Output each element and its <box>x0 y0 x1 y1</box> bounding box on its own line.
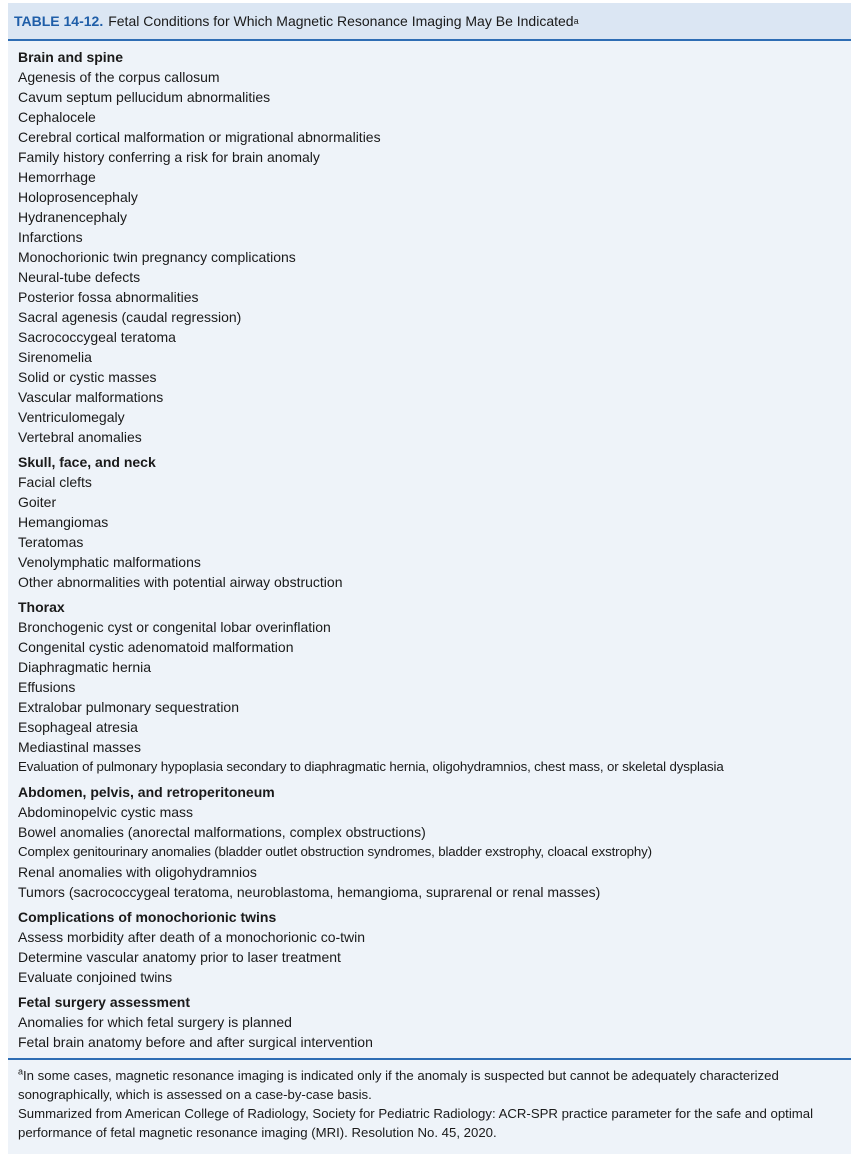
table-body <box>8 41 851 1058</box>
footnote-a <box>18 1066 841 1104</box>
list-item: Evaluation of pulmonary hypoplasia secondary to diaphragmatic hernia, oligohydramnios, chest mass, or skeletal dysplasia <box>18 759 724 774</box>
list-item: Cephalocele <box>18 109 96 125</box>
list-item: Sacrococcygeal teratoma <box>18 329 176 345</box>
list-item: Agenesis of the corpus callosum <box>18 69 220 85</box>
list-item: Congenital cystic adenomatoid malformation <box>18 639 294 655</box>
list-item: Anomalies for which fetal surgery is planned <box>18 1014 292 1030</box>
section-title: Complications of monochorionic twins <box>18 909 277 925</box>
list-item: Mediastinal masses <box>18 739 141 755</box>
list-item: Esophageal atresia <box>18 719 138 735</box>
section <box>18 993 851 1052</box>
list-item: Diaphragmatic hernia <box>18 659 152 675</box>
list-item: Bowel anomalies (anorectal malformations, complex obstructions) <box>18 824 426 840</box>
section-title: Thorax <box>18 599 65 615</box>
list-item: Abdominopelvic cystic mass <box>18 804 194 820</box>
section <box>18 908 851 987</box>
table-title: Fetal Conditions for Which Magnetic Resonance Imaging May Be Indicated <box>108 13 574 29</box>
list-item: Fetal brain anatomy before and after surgical intervention <box>18 1034 373 1050</box>
list-item: Evaluate conjoined twins <box>18 969 173 985</box>
list-item: Hemangiomas <box>18 514 109 530</box>
table-header: TABLE 14-12. Fetal Conditions for Which Magnetic Resonance Imaging May Be Indicated a <box>8 3 851 41</box>
list-item: Monochorionic twin pregnancy complications <box>18 249 296 265</box>
list-item: Determine vascular anatomy prior to laser treatment <box>18 949 341 965</box>
list-item: Teratomas <box>18 534 84 550</box>
list-item: Cavum septum pellucidum abnormalities <box>18 89 271 105</box>
list-item: Neural-tube defects <box>18 269 141 285</box>
list-item: Extralobar pulmonary sequestration <box>18 699 240 715</box>
list-item: Solid or cystic masses <box>18 369 157 385</box>
list-item: Holoprosencephaly <box>18 189 138 205</box>
list-item: Venolymphatic malformations <box>18 554 201 570</box>
section-items <box>18 67 851 447</box>
list-item: Hydranencephaly <box>18 209 127 225</box>
list-item: Ventriculomegaly <box>18 409 125 425</box>
list-item: Cerebral cortical malformation or migrational abnormalities <box>18 129 381 145</box>
list-item: Tumors (sacrococcygeal teratoma, neuroblastoma, hemangioma, suprarenal or renal masses) <box>18 884 601 900</box>
list-item: Effusions <box>18 679 76 695</box>
section <box>18 598 851 777</box>
section <box>18 48 851 447</box>
section-title: Abdomen, pelvis, and retroperitoneum <box>18 784 275 800</box>
list-item: Other abnormalities with potential airway obstruction <box>18 574 343 590</box>
list-item: Vascular malformations <box>18 389 164 405</box>
list-item: Vertebral anomalies <box>18 429 142 445</box>
section-items <box>18 617 851 777</box>
list-item: Facial clefts <box>18 474 92 490</box>
section <box>18 453 851 592</box>
section <box>18 783 851 902</box>
list-item: Complex genitourinary anomalies (bladder outlet obstruction syndromes, bladder exstrophy, cloacal exstrophy) <box>18 844 652 859</box>
list-item: Sacral agenesis (caudal regression) <box>18 309 242 325</box>
list-item: Sirenomelia <box>18 349 92 365</box>
section-items <box>18 1012 851 1052</box>
source-note: Summarized from American College of Radiology, Society for Pediatric Radiology: ACR-SPR practice parameter for the safe and optimal performance of fetal magnetic resonance imaging (MRI). Resolution No. 45, 2020. <box>18 1106 814 1140</box>
list-item: Posterior fossa abnormalities <box>18 289 199 305</box>
section-title: Fetal surgery assessment <box>18 994 190 1010</box>
list-item: Infarctions <box>18 229 83 245</box>
section-items <box>18 802 851 902</box>
section-items <box>18 472 851 592</box>
footnote-marker: a <box>18 1066 24 1077</box>
list-item: Assess morbidity after death of a monochorionic co-twin <box>18 929 366 945</box>
table-label: TABLE 14-12. <box>14 13 104 29</box>
list-item: Bronchogenic cyst or congenital lobar overinflation <box>18 619 331 635</box>
section-items <box>18 927 851 987</box>
list-item: Renal anomalies with oligohydramnios <box>18 864 257 880</box>
footnote-text: In some cases, magnetic resonance imaging is indicated only if the anomaly is suspected but cannot be adequately characterized sonographically, which is assessed on a case-by-case basis. <box>18 1068 779 1102</box>
table-footnotes <box>8 1060 851 1154</box>
section-title: Skull, face, and neck <box>18 454 156 470</box>
table-page <box>0 3 859 1163</box>
section-title: Brain and spine <box>18 49 124 65</box>
list-item: Goiter <box>18 494 57 510</box>
list-item: Hemorrhage <box>18 169 96 185</box>
list-item: Family history conferring a risk for brain anomaly <box>18 149 320 165</box>
